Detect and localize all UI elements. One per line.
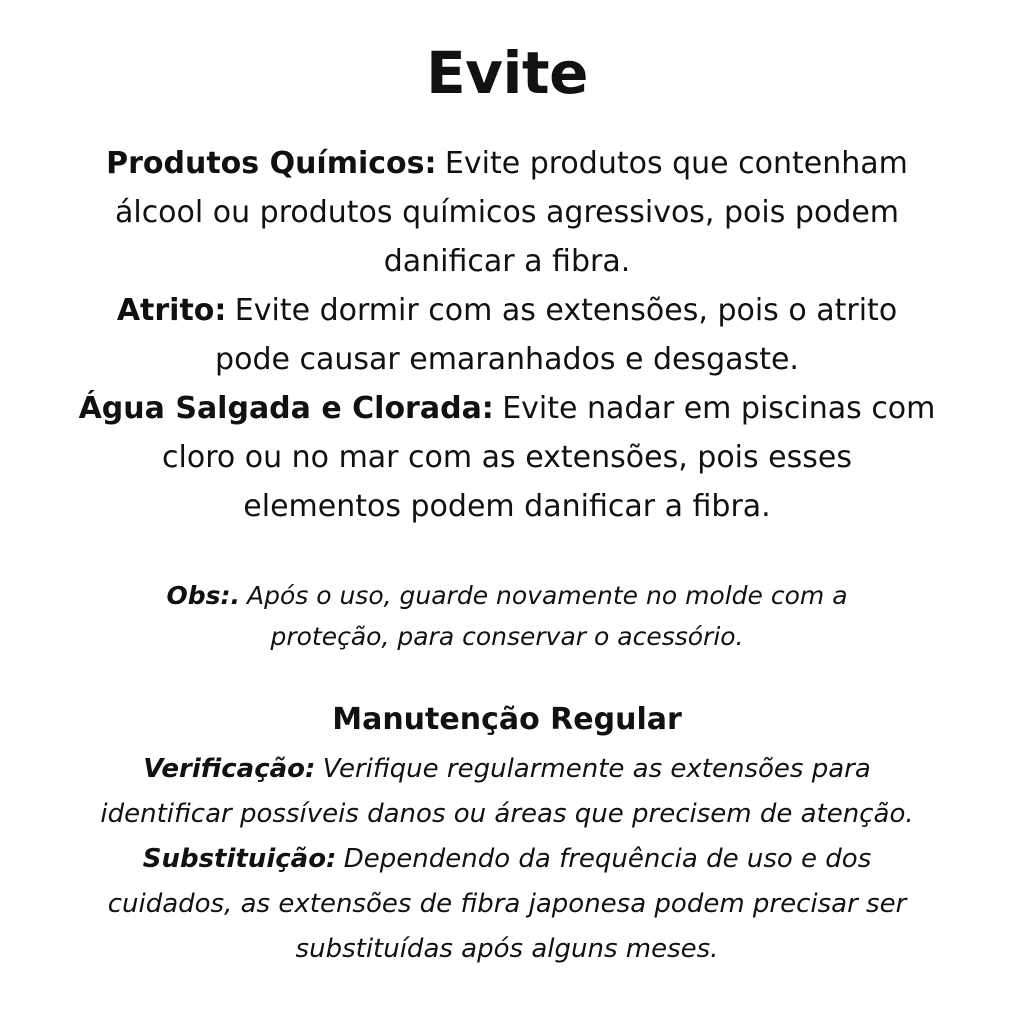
- text-line: [0, 575, 1014, 616]
- text-line: álcool ou produtos químicos agressivos, pois podem: [114, 195, 900, 230]
- text-line: elementos podem danificar a fibra.: [243, 489, 771, 524]
- item-text: Evite produtos que contenham: [444, 146, 908, 181]
- item-text: Verifique regularmente as extensões para: [322, 754, 871, 784]
- text-line: pode causar emaranhados e desgaste.: [215, 342, 799, 377]
- maintenance-heading: Manutenção Regular: [332, 702, 682, 737]
- item-label-replacement: Substituição:: [142, 844, 337, 874]
- text-line: cuidados, as extensões de fibra japonesa podem precisar ser: [107, 889, 907, 919]
- page-title: Evite: [426, 39, 588, 107]
- obs-text: Após o uso, guarde novamente no molde com a: [246, 581, 848, 610]
- item-label-verification: Verificação:: [143, 754, 316, 784]
- obs-note: [0, 575, 1014, 657]
- maintenance-heading-section: [0, 698, 1014, 742]
- text-line: danificar a fibra.: [383, 244, 631, 279]
- text-line: [0, 286, 1014, 335]
- text-line: [0, 747, 1014, 792]
- item-text: Evite dormir com as extensões, pois o atrito: [234, 293, 898, 328]
- text-line: [0, 139, 1014, 188]
- item-label-friction: Atrito:: [116, 293, 227, 328]
- text-line: [0, 837, 1014, 882]
- text-line: substituídas após alguns meses.: [295, 934, 719, 964]
- title-section: [0, 33, 1014, 113]
- item-text: Dependendo da frequência de uso e dos: [343, 844, 872, 874]
- text-line: identificar possíveis danos ou áreas que precisem de atenção.: [100, 799, 914, 829]
- item-label-water: Água Salgada e Clorada:: [78, 391, 494, 426]
- item-text: Evite nadar em piscinas com: [502, 391, 936, 426]
- text-line: proteção, para conservar o acessório.: [270, 622, 744, 651]
- maintenance-section: [0, 747, 1014, 972]
- avoid-section: [0, 139, 1014, 531]
- obs-label: Obs:.: [166, 581, 240, 610]
- item-label-chemicals: Produtos Químicos:: [106, 146, 437, 181]
- text-line: [0, 384, 1014, 433]
- text-line: cloro ou no mar com as extensões, pois esses: [162, 440, 852, 475]
